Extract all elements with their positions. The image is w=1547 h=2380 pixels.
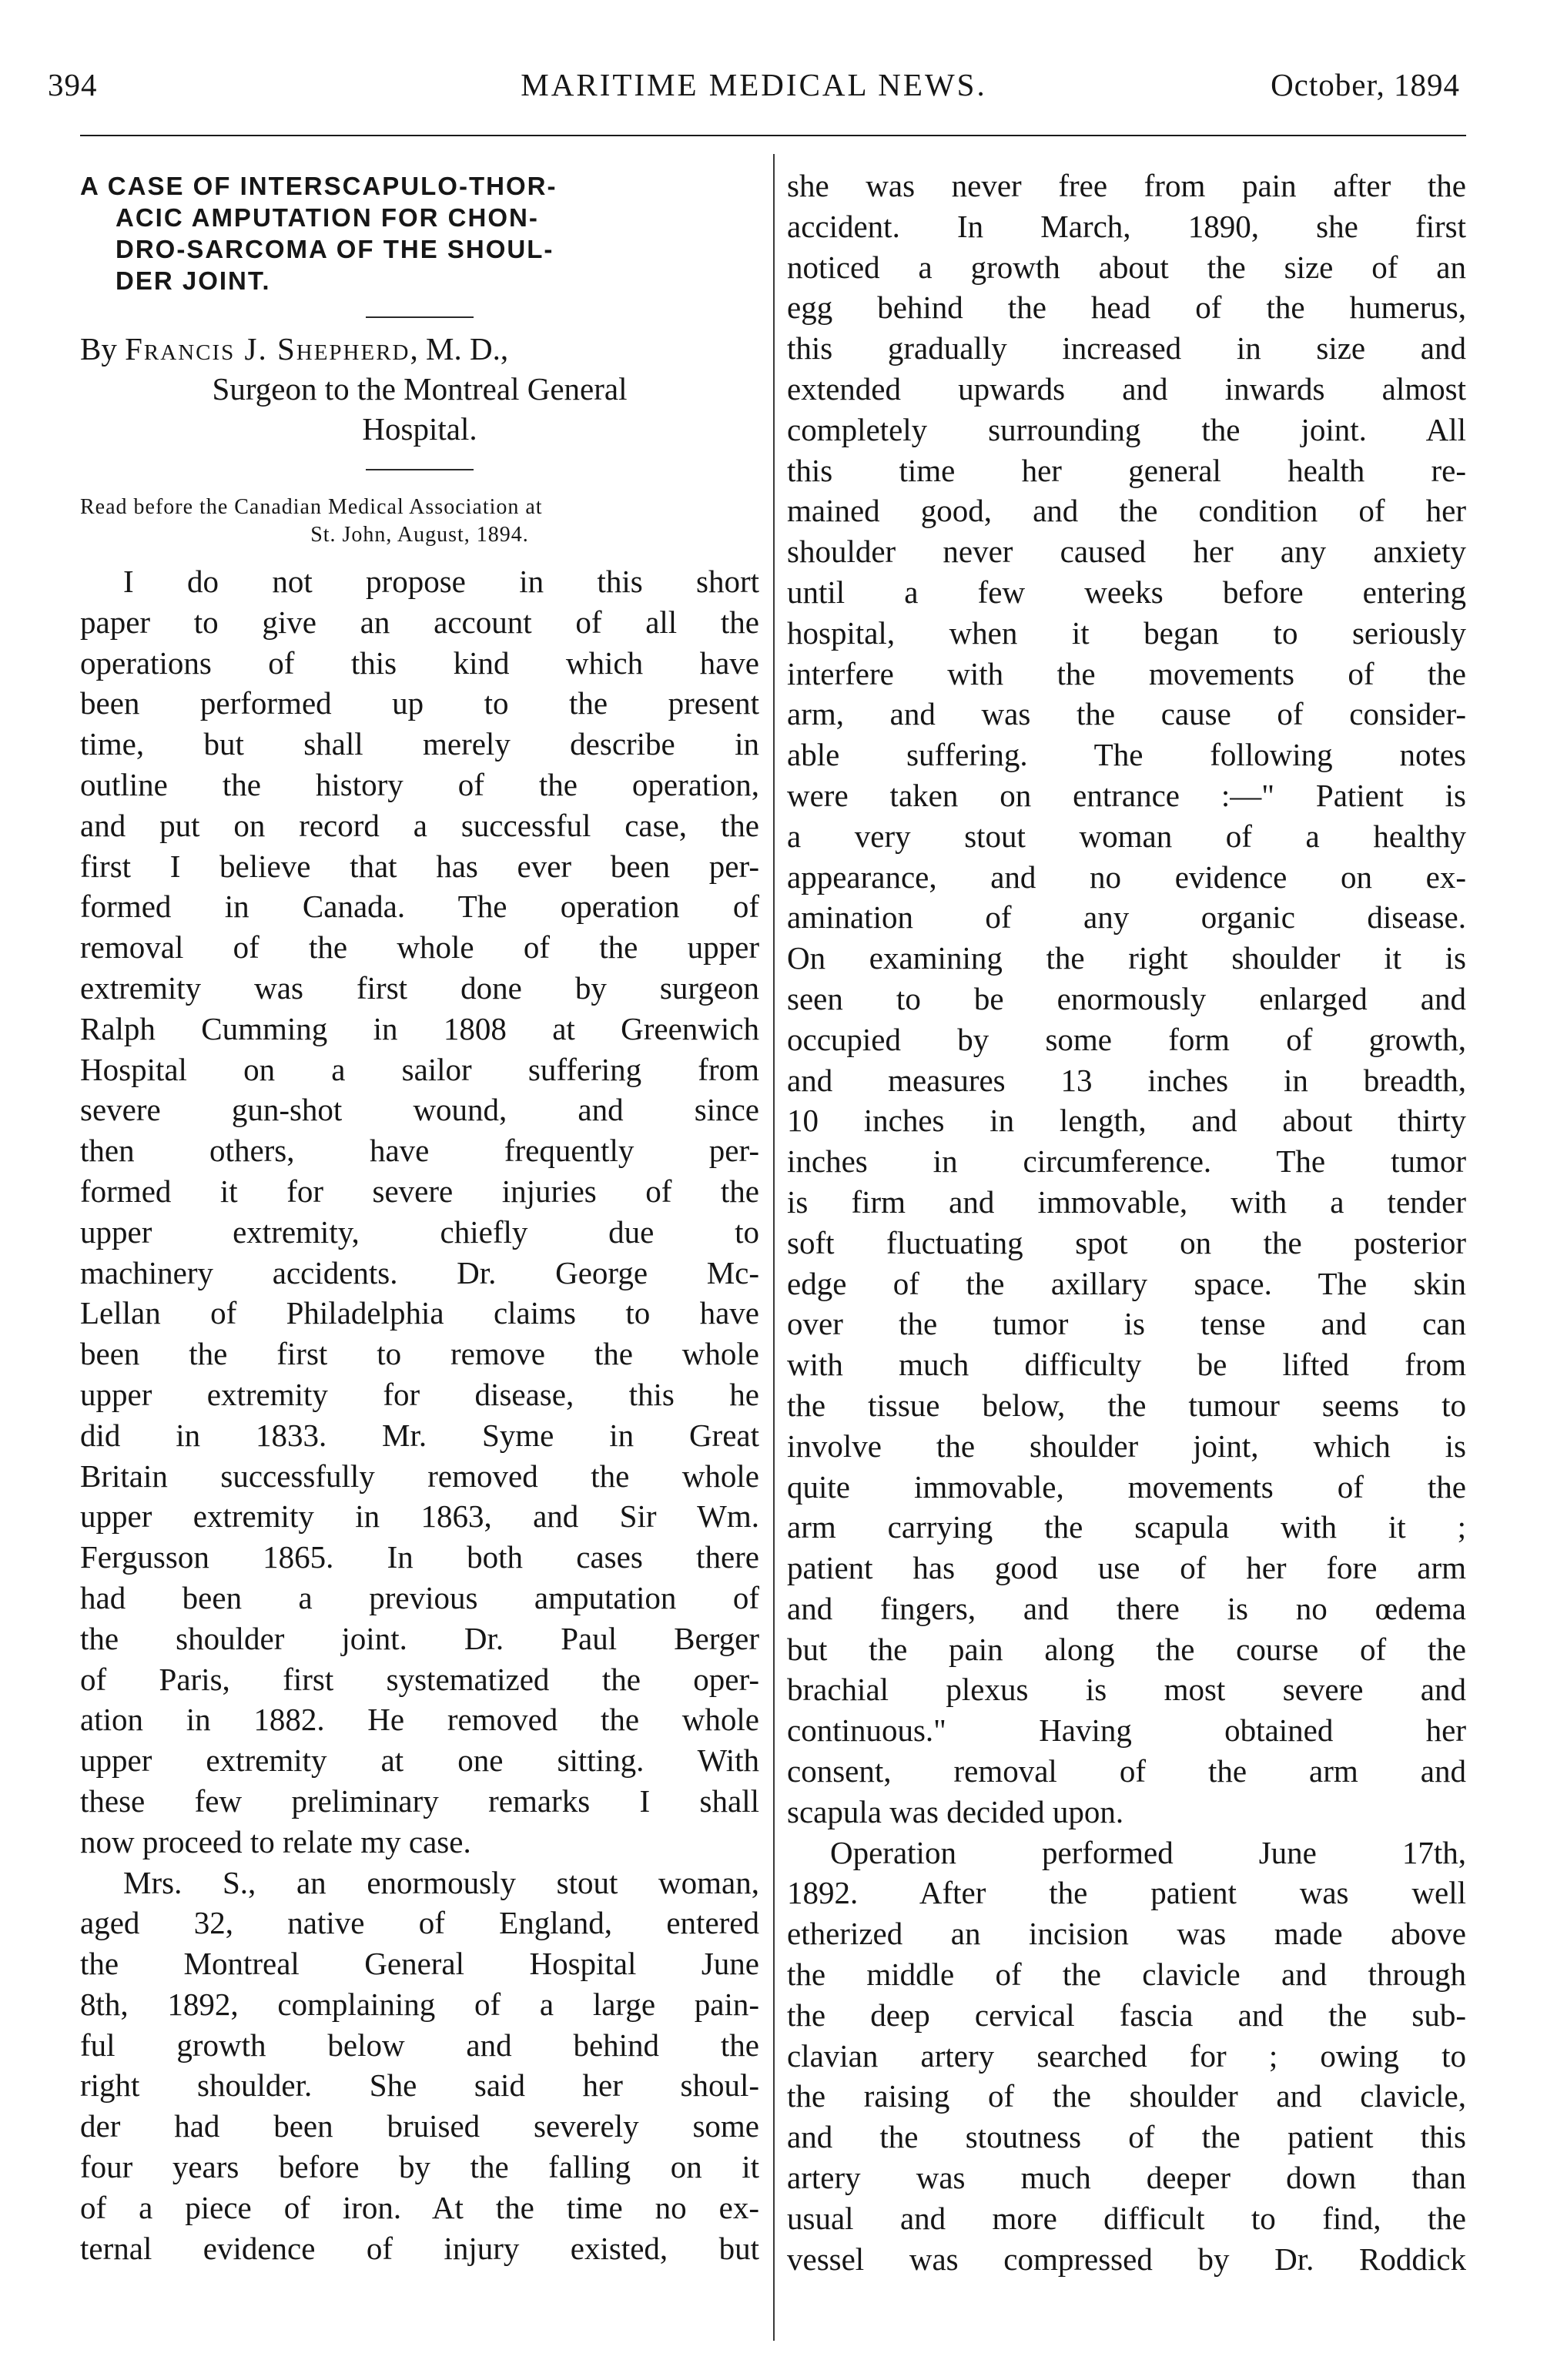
author-position: Surgeon to the Montreal General xyxy=(212,371,628,407)
text-line: scapula was decided upon. xyxy=(787,1793,1124,1829)
byline-rule xyxy=(366,469,474,470)
text-line: and the stoutness of the patient this xyxy=(787,2119,1466,2155)
text-line: usual and more difficult to find, the xyxy=(787,2200,1466,2236)
text-line: extended upwards and inwards almost xyxy=(787,370,1466,407)
text-line: 10 inches in length, and about thirty xyxy=(787,1103,1466,1139)
text-line: she was never free from pain after the xyxy=(787,168,1466,203)
left-column xyxy=(80,166,759,2268)
text-line: appearance, and no evidence on ex- xyxy=(787,859,1466,895)
text-line: seen to be enormously enlarged and xyxy=(787,980,1466,1016)
text-line: aged 32, native of England, entered xyxy=(80,1905,759,1941)
text-line: the raising of the shoulder and clavicle, xyxy=(787,2078,1466,2114)
text-line: arm, and was the cause of consider- xyxy=(787,696,1466,732)
text-line: interfere with the movements of the xyxy=(787,655,1466,691)
text-line: is firm and immovable, with a tender xyxy=(787,1183,1466,1220)
title-line: DER JOINT. xyxy=(116,266,271,295)
text-line: now proceed to relate my case. xyxy=(80,1823,471,1859)
text-line: patient has good use of her fore arm xyxy=(787,1550,1466,1586)
text-line: upper extremity in 1863, and Sir Wm. xyxy=(80,1498,759,1535)
article-title xyxy=(80,170,759,296)
text-line: ation in 1882. He removed the whole xyxy=(80,1702,759,1738)
journal-title: MARITIME MEDICAL NEWS. xyxy=(521,67,987,102)
text-line: with much difficulty be lifted from xyxy=(787,1347,1466,1383)
text-line: had been a previous amputation of xyxy=(80,1579,759,1615)
text-line: time, but shall merely describe in xyxy=(80,726,759,762)
text-line: did in 1833. Mr. Syme in Great xyxy=(80,1417,759,1453)
text-line: four years before by the falling on it xyxy=(80,2149,759,2185)
text-line: these few preliminary remarks I shall xyxy=(80,1782,759,1819)
read-note-line: Read before the Canadian Medical Association at xyxy=(80,495,543,519)
text-line: amination of any organic disease. xyxy=(787,899,1466,936)
text-line: completely surrounding the joint. All xyxy=(787,411,1466,447)
text-line: machinery accidents. Dr. George Mc- xyxy=(80,1254,759,1290)
author-position: Hospital. xyxy=(362,411,477,447)
text-line: shoulder never caused her any anxiety xyxy=(787,534,1466,570)
author-degree: , M. D., xyxy=(410,331,509,367)
text-line: Mrs. S., an enormously stout woman, xyxy=(123,1864,759,1900)
text-line: der had been bruised severely some xyxy=(80,2108,759,2144)
text-line: Britain successfully removed the whole xyxy=(80,1458,759,1494)
text-line: upper extremity at one sitting. With xyxy=(80,1742,759,1779)
read-note-line: St. John, August, 1894. xyxy=(310,523,529,547)
text-line: the Montreal General Hospital June xyxy=(80,1946,759,1982)
header-rule xyxy=(80,135,1466,136)
text-line: brachial plexus is most severe and xyxy=(787,1672,1466,1708)
text-line: over the tumor is tense and can xyxy=(787,1306,1466,1342)
text-line: upper extremity for disease, this he xyxy=(80,1376,759,1412)
text-line: operations of this kind which have xyxy=(80,644,759,681)
text-line: paper to give an account of all the xyxy=(80,604,759,640)
left-body-text xyxy=(80,561,759,2268)
byline xyxy=(80,329,759,449)
text-line: Lellan of Philadelphia claims to have xyxy=(80,1295,759,1331)
text-line: until a few weeks before entering xyxy=(787,574,1466,610)
text-line: of Paris, first systematized the oper- xyxy=(80,1661,759,1697)
text-line: accident. In March, 1890, she first xyxy=(787,208,1466,244)
text-line: ternal evidence of injury existed, but xyxy=(80,2230,759,2266)
text-line: this time her general health re- xyxy=(787,452,1466,488)
text-line: Ralph Cumming in 1808 at Greenwich xyxy=(80,1010,759,1046)
text-line: were taken on entrance :—" Patient is xyxy=(787,777,1466,813)
text-line: right shoulder. She said her shoul- xyxy=(80,2067,759,2104)
text-line: continuous." Having obtained her xyxy=(787,1712,1466,1749)
text-line: Operation performed June 17th, xyxy=(830,1834,1466,1870)
title-rule xyxy=(366,316,474,318)
text-line: quite immovable, movements of the xyxy=(787,1468,1466,1505)
text-line: Hospital on a sailor suffering from xyxy=(80,1051,759,1087)
text-line: 1892. After the patient was well xyxy=(787,1875,1466,1911)
text-line: the tissue below, the tumour seems to xyxy=(787,1387,1466,1423)
text-line: Fergusson 1865. In both cases there xyxy=(80,1539,759,1575)
text-line: and measures 13 inches in breadth, xyxy=(787,1062,1466,1098)
text-line: artery was much deeper down than xyxy=(787,2160,1466,2196)
page-number: 394 xyxy=(48,67,98,102)
author-name: Francis J. Shepherd xyxy=(125,331,410,367)
text-line: able suffering. The following notes xyxy=(787,737,1466,773)
text-line: outline the history of the operation, xyxy=(80,766,759,802)
text-line: noticed a growth about the size of an xyxy=(787,249,1466,285)
right-column xyxy=(787,166,1466,2279)
text-line: formed it for severe injuries of the xyxy=(80,1173,759,1209)
issue-date: October, 1894 xyxy=(1271,67,1460,102)
text-line: I do not propose in this short xyxy=(123,564,759,599)
text-line: egg behind the head of the humerus, xyxy=(787,290,1466,326)
text-line: formed in Canada. The operation of xyxy=(80,889,759,925)
text-line: etherized an incision was made above xyxy=(787,1916,1466,1952)
text-line: this gradually increased in size and xyxy=(787,330,1466,367)
text-line: first I believe that has ever been per- xyxy=(80,848,759,884)
text-line: been the first to remove the whole xyxy=(80,1336,759,1372)
text-line: inches in circumference. The tumor xyxy=(787,1143,1466,1180)
text-line: mained good, and the condition of her xyxy=(787,493,1466,529)
text-line: vessel was compressed by Dr. Roddick xyxy=(787,2241,1466,2277)
text-line: soft fluctuating spot on the posterior xyxy=(787,1224,1466,1260)
text-line: and put on record a successful case, the xyxy=(80,807,759,843)
title-line: ACIC AMPUTATION FOR CHON- xyxy=(116,203,539,232)
text-line: hospital, when it began to seriously xyxy=(787,614,1466,651)
text-line: upper extremity, chiefly due to xyxy=(80,1213,759,1250)
text-line: arm carrying the scapula with it ; xyxy=(787,1509,1466,1545)
text-line: edge of the axillary space. The skin xyxy=(787,1265,1466,1301)
text-line: involve the shoulder joint, which is xyxy=(787,1428,1466,1464)
text-line: been performed up to the present xyxy=(80,685,759,721)
text-line: then others, have frequently per- xyxy=(80,1133,759,1169)
byline-by: By xyxy=(80,331,117,367)
byline-author-line xyxy=(80,329,759,369)
text-line: and fingers, and there is no œdema xyxy=(787,1590,1466,1626)
text-line: a very stout woman of a healthy xyxy=(787,818,1466,854)
text-line: extremity was first done by surgeon xyxy=(80,969,759,1006)
column-divider xyxy=(773,154,775,2341)
text-line: the deep cervical fascia and the sub- xyxy=(787,1997,1466,2033)
title-line: DRO-SARCOMA OF THE SHOUL- xyxy=(116,235,554,263)
read-note xyxy=(80,494,759,549)
text-line: On examining the right shoulder it is xyxy=(787,940,1466,976)
text-line: clavian artery searched for ; owing to xyxy=(787,2037,1466,2074)
title-line: A CASE OF INTERSCAPULO-THOR- xyxy=(80,172,558,200)
text-line: occupied by some form of growth, xyxy=(787,1021,1466,1057)
text-line: the shoulder joint. Dr. Paul Berger xyxy=(80,1620,759,1656)
text-line: 8th, 1892, complaining of a large pain- xyxy=(80,1986,759,2022)
text-line: removal of the whole of the upper xyxy=(80,929,759,966)
text-line: but the pain along the course of the xyxy=(787,1631,1466,1667)
running-head xyxy=(48,66,1460,112)
text-line: ful growth below and behind the xyxy=(80,2027,759,2063)
text-line: the middle of the clavicle and through xyxy=(787,1957,1466,1993)
text-line: consent, removal of the arm and xyxy=(787,1753,1466,1789)
text-line: of a piece of iron. At the time no ex- xyxy=(80,2189,759,2225)
text-line: severe gun-shot wound, and since xyxy=(80,1092,759,1128)
